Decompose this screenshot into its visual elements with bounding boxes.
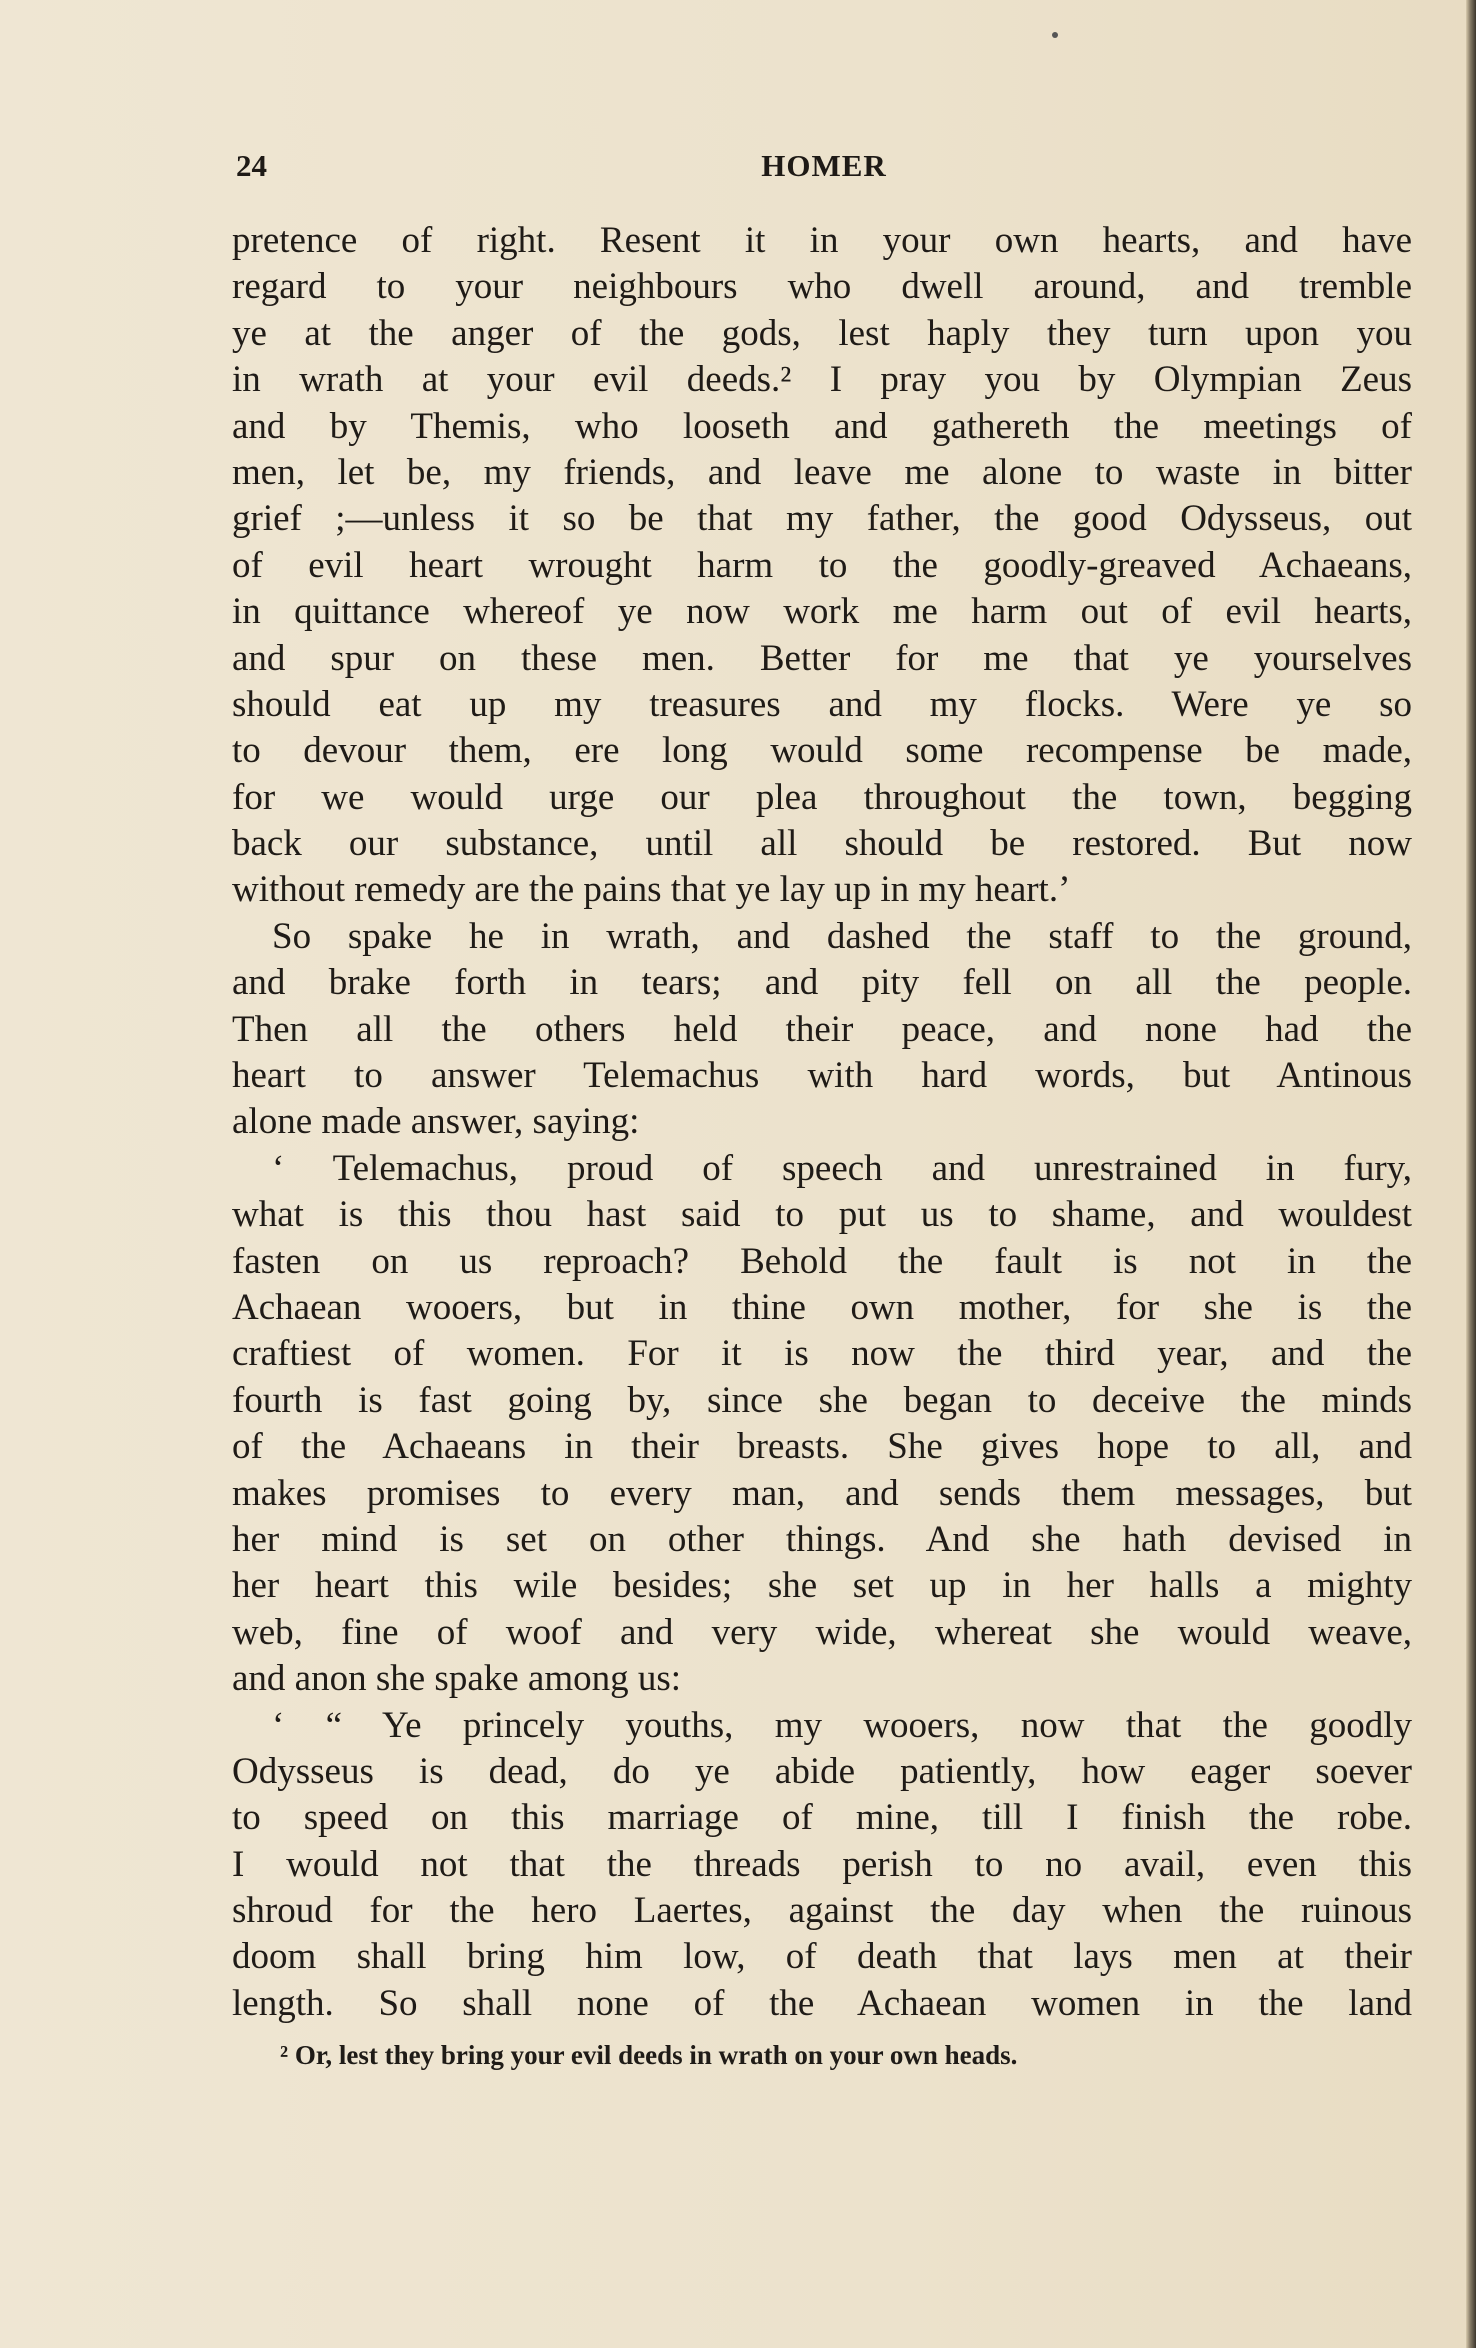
text-line: men, let be, my friends, and leave me alone to waste in bitter <box>232 451 1412 493</box>
text-line: her heart this wile besides; she set up in her halls a mighty <box>232 1565 1412 1607</box>
text-line: craftiest of women. For it is now the third year, and the <box>232 1333 1412 1375</box>
printing-speck <box>1052 32 1058 38</box>
text-line: fourth is fast going by, since she began to deceive the minds <box>232 1379 1412 1421</box>
footnote: ² Or, lest they bring your evil deeds in wrath on your own heads. <box>280 2040 1018 2070</box>
text-line: and by Themis, who looseth and gathereth the meetings of <box>232 405 1412 447</box>
text-line: heart to answer Telemachus with hard words, but Antinous <box>232 1055 1412 1097</box>
text-line: So spake he in wrath, and dashed the staff to the ground, <box>272 915 1412 957</box>
text-line: doom shall bring him low, of death that lays men at their <box>232 1936 1412 1978</box>
text-line: to devour them, ere long would some recompense be made, <box>232 730 1412 772</box>
text-line: in quittance whereof ye now work me harm out of evil hearts, <box>232 591 1412 633</box>
text-line: shroud for the hero Laertes, against the day when the ruinous <box>232 1890 1412 1932</box>
text-line: makes promises to every man, and sends them messages, but <box>232 1472 1412 1514</box>
text-line: ‘ “ Ye princely youths, my wooers, now that the goodly <box>272 1704 1412 1746</box>
text-line: in wrath at your evil deeds.² I pray you by Olympian Zeus <box>232 359 1412 401</box>
body-text <box>232 218 1412 2027</box>
page-edge <box>1466 0 1476 2348</box>
text-line: I would not that the threads perish to no avail, even this <box>232 1843 1412 1885</box>
text-line: length. So shall none of the Achaean women in the land <box>232 1982 1412 2024</box>
running-title: HOMER <box>761 148 887 183</box>
text-line: to speed on this marriage of mine, till I finish the robe. <box>232 1797 1412 1839</box>
text-line: Achaean wooers, but in thine own mother, for she is the <box>232 1286 1412 1328</box>
text-line: ‘ Telemachus, proud of speech and unrestrained in fury, <box>272 1147 1412 1189</box>
text-line: her mind is set on other things. And she hath devised in <box>232 1518 1412 1560</box>
text-line: for we would urge our plea throughout the town, begging <box>232 776 1412 818</box>
text-line: grief ;—unless it so be that my father, the good Odysseus, out <box>232 498 1412 540</box>
text-line: back our substance, until all should be restored. But now <box>232 823 1412 865</box>
text-line: what is this thou hast said to put us to shame, and wouldest <box>232 1194 1412 1236</box>
text-line: of the Achaeans in their breasts. She gives hope to all, and <box>232 1426 1412 1468</box>
text-line: ye at the anger of the gods, lest haply they turn upon you <box>232 312 1412 354</box>
text-line: of evil heart wrought harm to the goodly-greaved Achaeans, <box>232 544 1412 586</box>
text-line: and brake forth in tears; and pity fell on all the people. <box>232 962 1412 1004</box>
page-header <box>236 148 1412 188</box>
text-line: fasten on us reproach? Behold the fault is not in the <box>232 1240 1412 1282</box>
text-line: Odysseus is dead, do ye abide patiently, how eager soever <box>232 1750 1412 1792</box>
text-line: regard to your neighbours who dwell around, and tremble <box>232 266 1412 308</box>
text-line: web, fine of woof and very wide, whereat she would weave, <box>232 1611 1412 1653</box>
text-line: pretence of right. Resent it in your own hearts, and have <box>232 220 1412 261</box>
text-line: Then all the others held their peace, and none had the <box>232 1008 1412 1050</box>
text-line: should eat up my treasures and my flocks. Were ye so <box>232 683 1412 725</box>
text-line: without remedy are the pains that ye lay up in my heart.’ <box>232 869 1071 911</box>
text-line: and spur on these men. Better for me that ye yourselves <box>232 637 1412 679</box>
text-line: alone made answer, saying: <box>232 1101 640 1143</box>
text-line: and anon she spake among us: <box>232 1658 682 1700</box>
page-number: 24 <box>236 148 267 183</box>
